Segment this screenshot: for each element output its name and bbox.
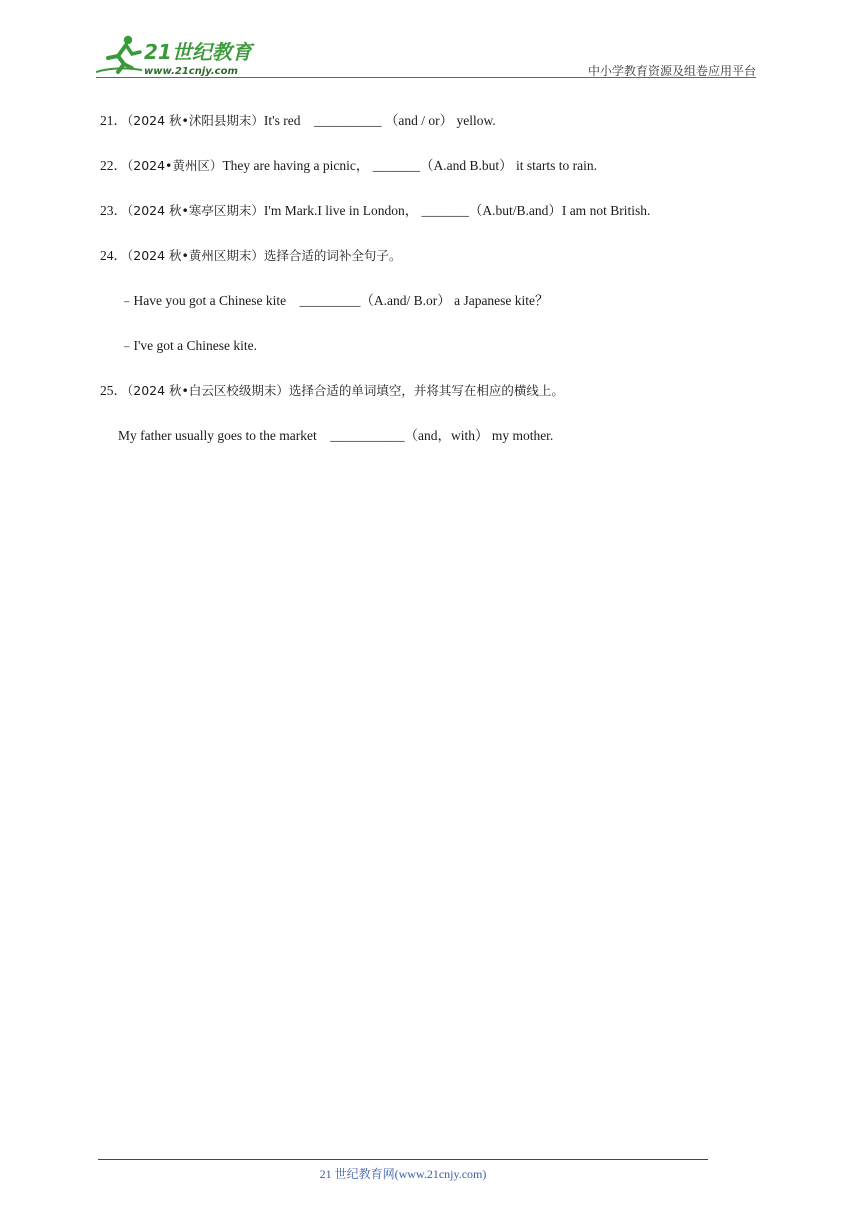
question-source: （2024 秋•沭阳县期末） — [127, 113, 264, 128]
header-slogan: 中小学教育资源及组卷应用平台 — [587, 64, 756, 78]
question-23 — [100, 199, 780, 244]
dialogue-line: ﹣Have you got a Chinese kite _________（A.and/ B.or） a Japanese kite？ — [120, 293, 549, 308]
question-25 — [100, 379, 780, 424]
logo — [96, 32, 266, 78]
footer-divider — [98, 1159, 708, 1160]
page-header — [96, 32, 756, 78]
question-text: 选择合适的词补全句子。 — [263, 248, 402, 263]
question-number: 25． — [100, 383, 127, 398]
question-text: It's red __________ （and / or） yellow. — [263, 113, 496, 128]
question-text: I'm Mark.I live in London， _______（A.but/B.and）I am not British. — [263, 203, 651, 218]
question-source: （2024•黄州区） — [127, 158, 223, 173]
question-number: 24． — [100, 248, 127, 263]
question-number: 23． — [100, 203, 127, 218]
header-divider — [96, 77, 756, 78]
question-list — [100, 109, 780, 469]
logo-title: 21世纪教育 — [144, 40, 252, 64]
question-21 — [100, 109, 780, 154]
runner-icon — [96, 36, 142, 72]
logo-url: www.21cnjy.com — [144, 66, 238, 77]
sentence-line: My father usually goes to the market ___________（and，with） my mother. — [118, 428, 554, 443]
question-number: 21． — [100, 113, 127, 128]
question-source: （2024 秋•黄州区期末） — [127, 248, 264, 263]
question-22 — [100, 154, 780, 199]
dialogue-line: ﹣I've got a Chinese kite. — [120, 338, 258, 353]
question-24 — [100, 244, 780, 289]
question-text: They are having a picnic， _______（A.and B.but） it starts to rain. — [222, 158, 597, 173]
question-source: （2024 秋•寒亭区期末） — [127, 203, 264, 218]
question-text: 选择合适的单词填空，并将其写在相应的横线上。 — [288, 383, 564, 398]
question-source: （2024 秋•白云区校级期末） — [127, 383, 289, 398]
question-number: 22． — [100, 158, 127, 173]
footer-link-text: 21 世纪教育网(www.21cnjy.com) — [319, 1167, 487, 1181]
